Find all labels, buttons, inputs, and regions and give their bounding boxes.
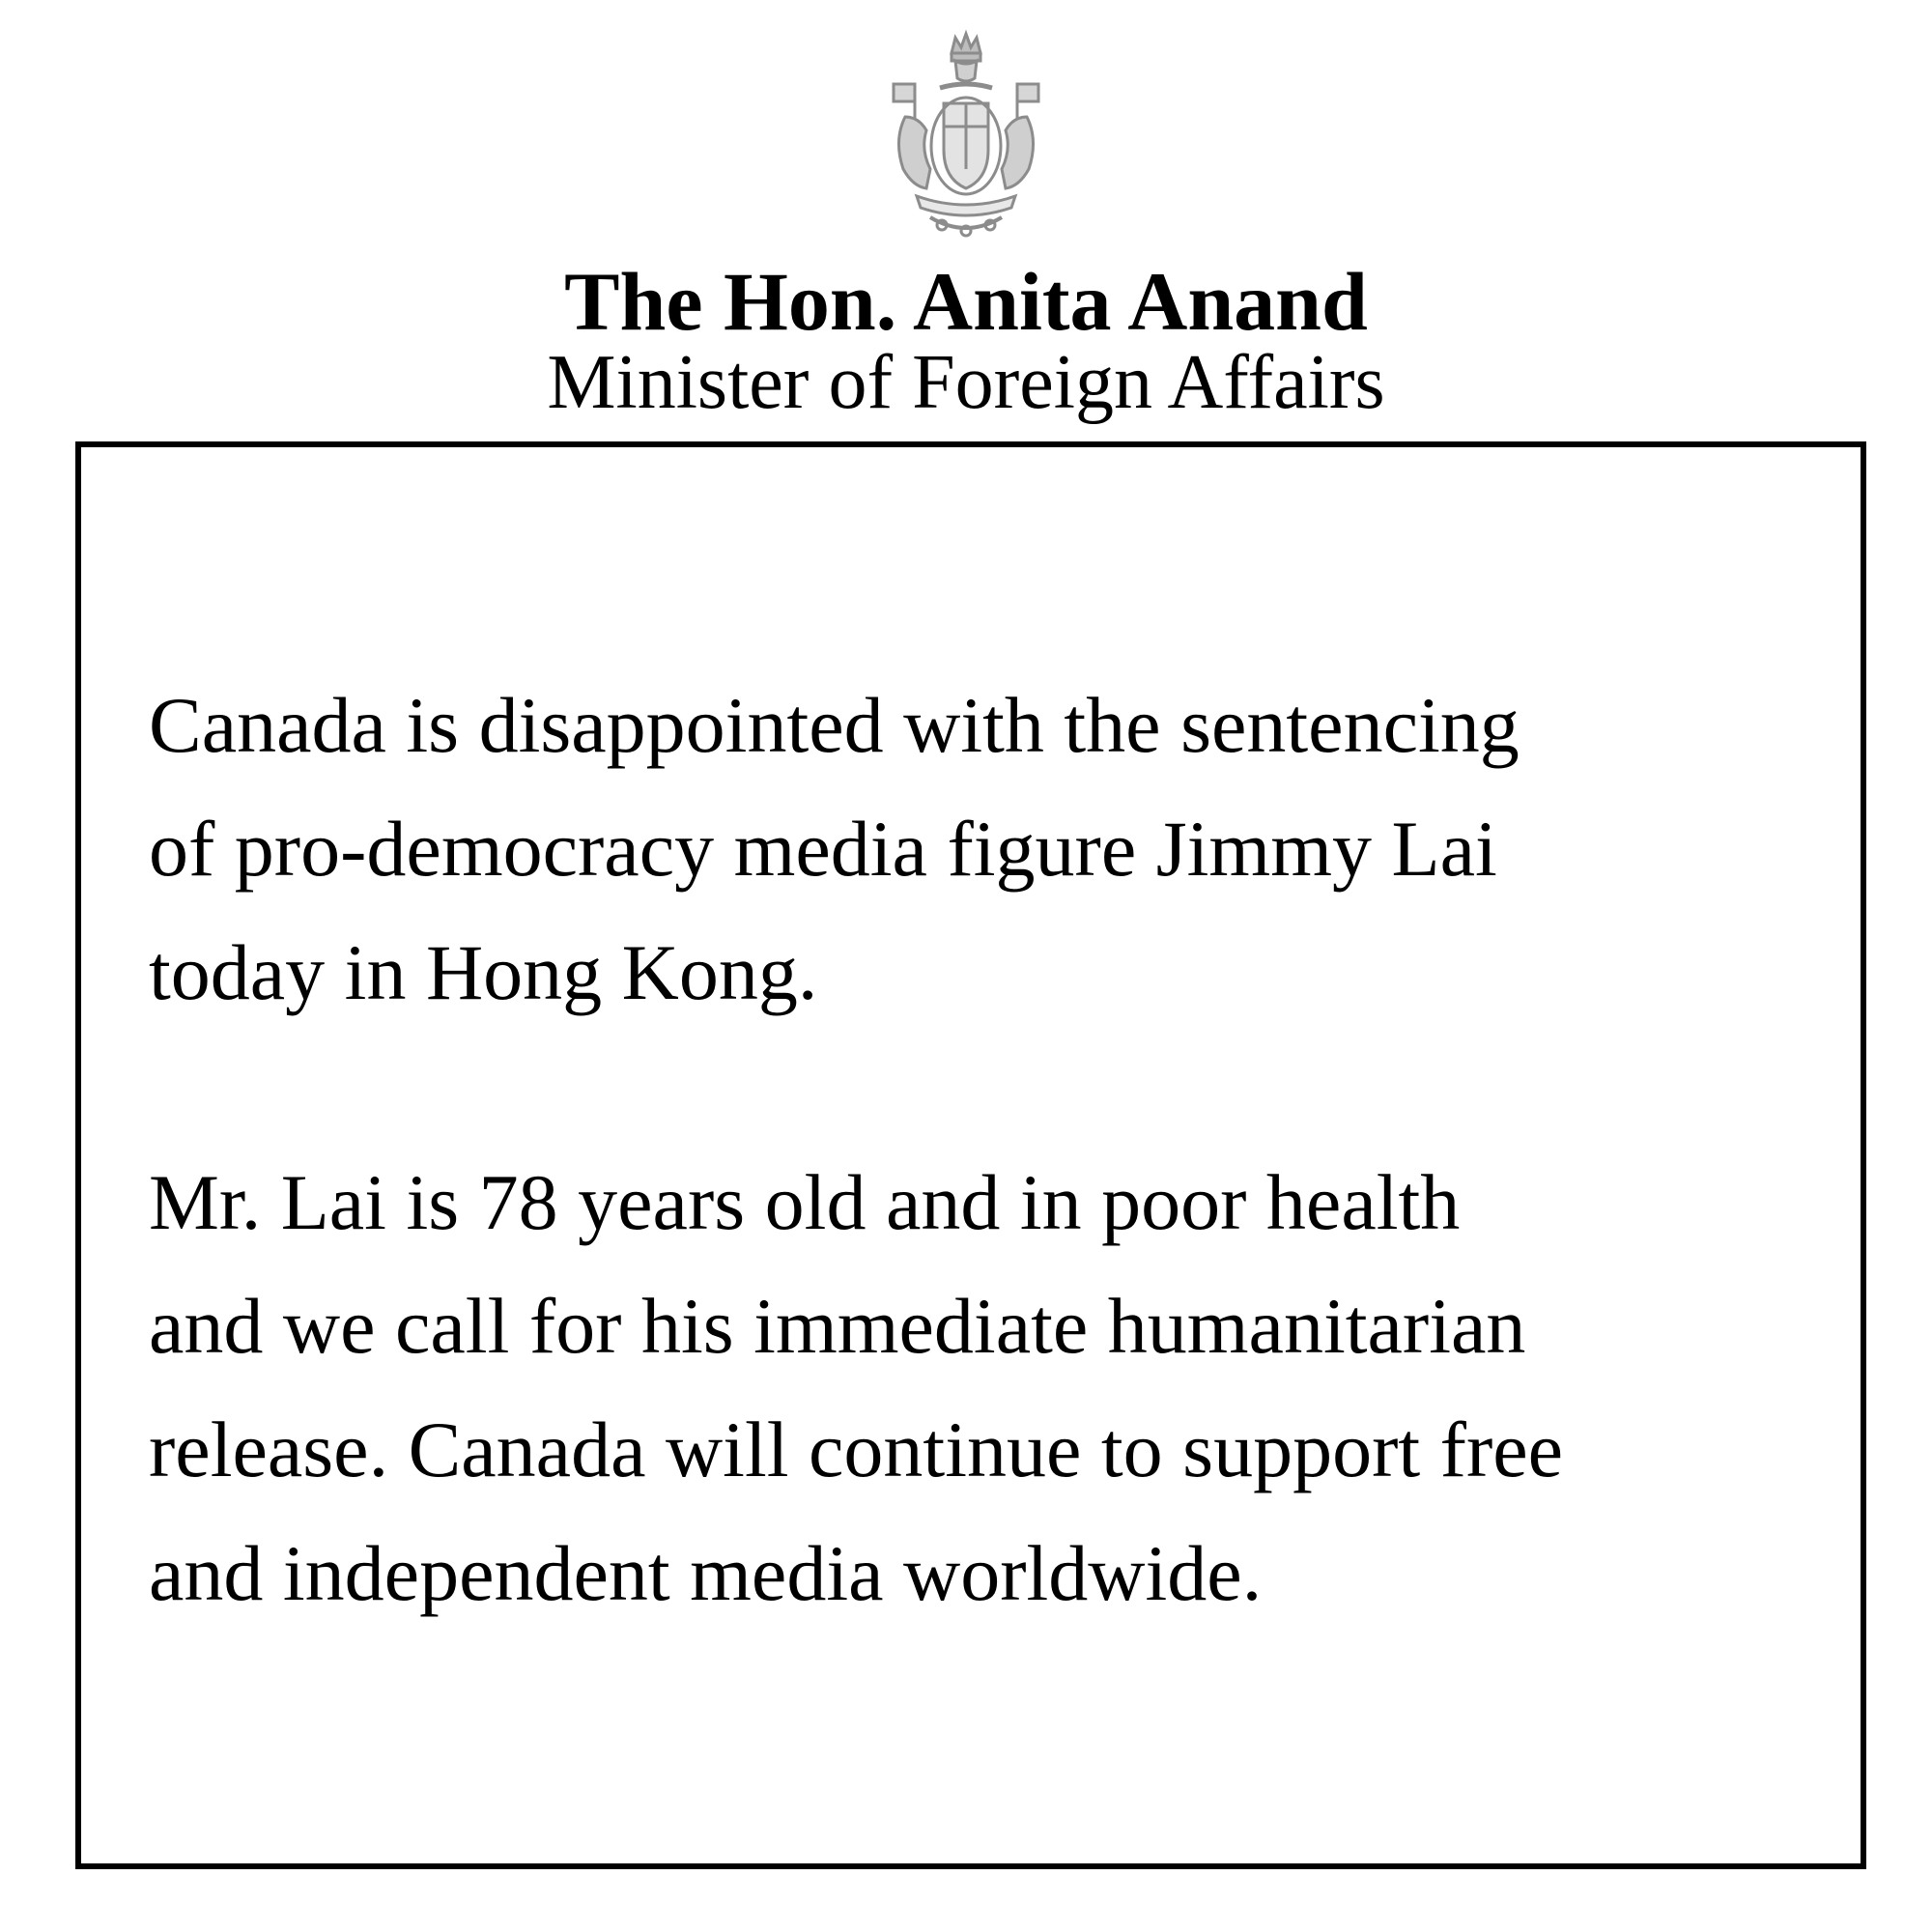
statement-line: Canada is disappointed with the sentencing <box>149 681 1520 769</box>
statement-line: and we call for his immediate humanitarian <box>149 1282 1526 1370</box>
statement-line: today in Hong Kong. <box>149 928 818 1016</box>
statement-paragraph-1 <box>149 664 1810 1035</box>
statement-paragraph-2 <box>149 1141 1810 1635</box>
coat-of-arms-icon <box>884 24 1048 239</box>
statement-line: release. Canada will continue to support free <box>149 1406 1564 1493</box>
statement-box <box>75 441 1866 1869</box>
minister-title: Minister of Foreign Affairs <box>547 340 1385 425</box>
statement-line: of pro-democracy media figure Jimmy Lai <box>149 805 1497 893</box>
minister-name: The Hon. Anita Anand <box>564 255 1368 348</box>
statement-line: and independent media worldwide. <box>149 1529 1263 1617</box>
statement-line: Mr. Lai is 78 years old and in poor health <box>149 1158 1461 1246</box>
